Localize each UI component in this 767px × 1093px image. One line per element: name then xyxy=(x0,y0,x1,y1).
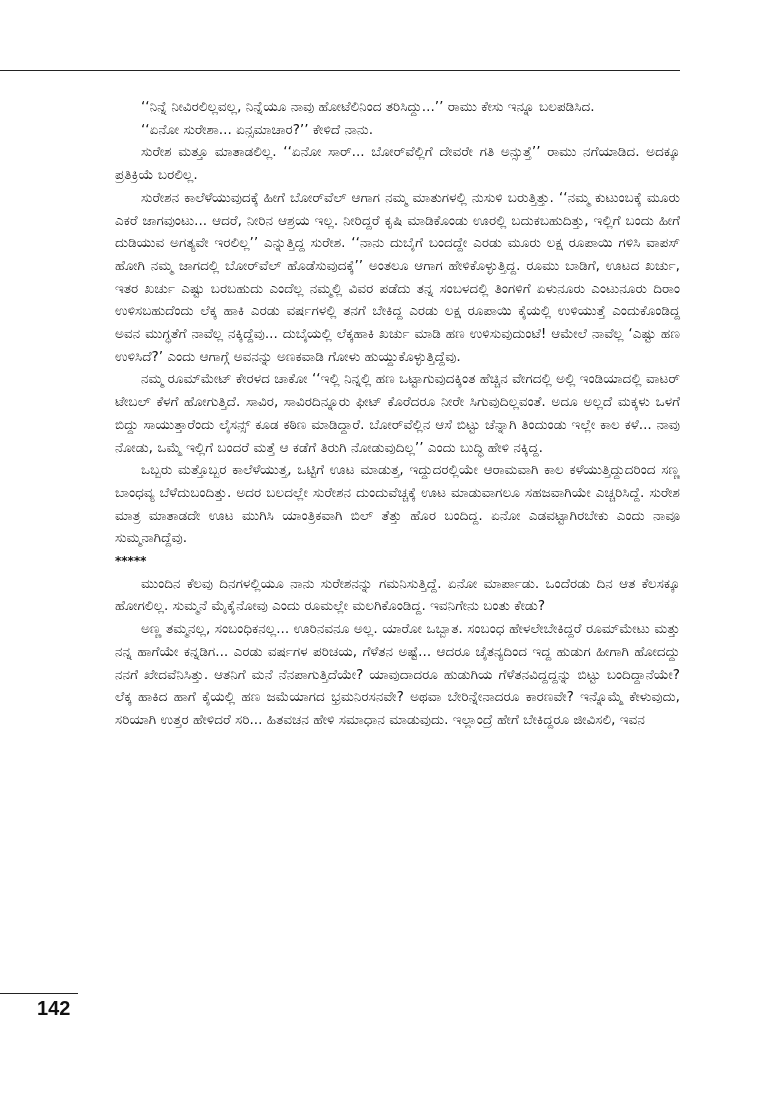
paragraph: ಸುರೇಶ ಮತ್ತೂ ಮಾತಾಡಲಿಲ್ಲ. ‘‘ಏನೋ ಸಾರ್... ಬೋರ್‌ವೆಲ್ಲಿಗೆ ದೇವರೇ ಗತಿ ಅನ್ಸುತ್ತೆ’’ ರಾಮು ನಗೆಯಾಡಿದ. ಅದಕ್ಕೂ ಪ್ರತಿಕ್ರಿಯೆ ಬರಲಿಲ್ಲ. xyxy=(115,144,680,184)
paragraph: ಒಬ್ಬರು ಮತ್ತೊಬ್ಬರ ಕಾಲೆಳೆಯುತ್ತ, ಒಟ್ಟಿಗೆ ಊಟ ಮಾಡುತ್ತ, ಇದ್ದುದರಲ್ಲಿಯೇ ಆರಾಮವಾಗಿ ಕಾಲ ಕಳೆಯುತ್ತಿದ್ದುದರಿಂದ ಸಣ್ಣ ಬಾಂಧವ್ಯ ಬೆಳೆದುಬಂದಿತ್ತು. ಅದರ ಬಲದಲ್ಲೇ ಸುರೇಶನ ದುಂದುವೆಚ್ಚಕ್ಕೆ ಊಟ ಮಾಡುವಾಗಲೂ ಸಹಜವಾಗಿಯೇ ಎಚ್ಚರಿಸಿದ್ದೆ. ಸುರೇಶ ಮಾತ್ರ ಮಾತಾಡದೇ ಊಟ ಮುಗಿಸಿ ಯಾಂತ್ರಿಕವಾಗಿ ಬಿಲ್ ತೆತ್ತು ಹೊರ ಬಂದಿದ್ದ. ಏನೋ ಎಡವಟ್ಟಾಗಿರಬೇಕು ಎಂದು ನಾವೂ ಸುಮ್ಮನಾಗಿದ್ದೆವು. xyxy=(115,462,680,547)
paragraph: ನಮ್ಮ ರೂಮ್‌ಮೇಟ್ ಕೇರಳದ ಚಾಕೋ ‘‘ಇಲ್ಲಿ ನಿನ್ನಲ್ಲಿ ಹಣ ಒಟ್ಟಾಗುವುದಕ್ಕಿಂತ ಹೆಚ್ಚಿನ ವೇಗದಲ್ಲಿ ಅಲ್ಲಿ ಇಂಡಿಯಾದಲ್ಲಿ ವಾಟರ್ ಟೇಬಲ್ ಕೆಳಗೆ ಹೋಗುತ್ತಿದೆ. ಸಾವಿರ, ಸಾವಿರದಿನ್ನೂರು ಫೀಟ್ ಕೊರೆದರೂ ನೀರೇ ಸಿಗುವುದಿಲ್ಲವಂತೆ. ಅದೂ ಅಲ್ಲದೆ ಮಕ್ಕಳು ಒಳಗೆ ಬಿದ್ದು ಸಾಯುತ್ತಾರೆಂದು ಲೈಸನ್ಸ್ ಕೂಡ ಕಠಿಣ ಮಾಡಿದ್ದಾರೆ. ಬೋರ್‌ವೆಲ್ಲಿನ ಆಸೆ ಬಿಟ್ಟು ಚೆನ್ನಾಗಿ ತಿಂದುಂಡು ಇಲ್ಲೇ ಕಾಲ ಕಳೆ... ನಾವು ನೋಡು, ಒಮ್ಮೆ ಇಲ್ಲಿಗೆ ಬಂದರೆ ಮತ್ತೆ ಆ ಕಡೆಗೆ ತಿರುಗಿ ನೋಡುವುದಿಲ್ಲ’’ ಎಂದು ಬುದ್ಧಿ ಹೇಳಿ ನಕ್ಕಿದ್ದ. xyxy=(115,371,680,456)
paragraph: ಅಣ್ಣ ತಮ್ಮನಲ್ಲ, ಸಂಬಂಧಿಕನಲ್ಲ... ಊರಿನವನೂ ಅಲ್ಲ. ಯಾರೋ ಒಬ್ಬಾತ. ಸಂಬಂಧ ಹೇಳಲೇಬೇಕಿದ್ದರೆ ರೂಮ್‌ಮೇಟು ಮತ್ತು ನನ್ನ ಹಾಗೆಯೇ ಕನ್ನಡಿಗ... ಎರಡು ವರ್ಷಗಳ ಪರಿಚಯ, ಗೆಳೆತನ ಅಷ್ಟೆ... ಆದರೂ ಚೈತನ್ಯದಿಂದ ಇದ್ದ ಹುಡುಗ ಹೀಗಾಗಿ ಹೋದದ್ದು ನನಗೆ ಖೇದವೆನಿಸಿತ್ತು. ಆತನಿಗೆ ಮನೆ ನೆನಪಾಗುತ್ತಿದೆಯೇ? ಯಾವುದಾದರೂ ಹುಡುಗಿಯ ಗೆಳೆತನವಿದ್ದದ್ದನ್ನು ಬಿಟ್ಟು ಬಂದಿದ್ದಾನೆಯೇ? ಲೆಕ್ಕ ಹಾಕಿದ ಹಾಗೆ ಕೈಯಲ್ಲಿ ಹಣ ಜಮೆಯಾಗದ ಭ್ರಮನಿರಸನವೇ? ಅಥವಾ ಬೇರಿನ್ನೇನಾದರೂ ಕಾರಣವೇ? ಇನ್ನೊಮ್ಮೆ ಕೇಳುವುದು, ಸರಿಯಾಗಿ ಉತ್ತರ ಹೇಳಿದರೆ ಸರಿ... ಹಿತವಚನ ಹೇಳಿ ಸಮಾಧಾನ ಮಾಡುವುದು. ಇಲ್ಲಾಂದ್ರೆ ಹೇಗೆ ಬೇಕಿದ್ದರೂ ಜೀವಿಸಲಿ, ಇವನ xyxy=(115,621,680,728)
section-separator: ***** xyxy=(115,554,147,569)
footer-rule xyxy=(0,993,78,994)
paragraph: ‘‘ಏನೋ ಸುರೇಶಾ... ಏನ್ಸಮಾಚಾರ?’’ ಕೇಳಿದೆ ನಾನು. xyxy=(140,121,374,138)
paragraph: ಸುರೇಶನ ಕಾಲೆಳೆಯುವುದಕ್ಕೆ ಹೀಗೆ ಬೋರ್‌ವೆಲ್ ಆಗಾಗ ನಮ್ಮ ಮಾತುಗಳಲ್ಲಿ ನುಸುಳಿ ಬರುತ್ತಿತ್ತು. ‘‘ನಮ್ಮ ಕುಟುಂಬಕ್ಕೆ ಮೂರು ಎಕರೆ ಜಾಗವುಂಟು... ಆದರೆ, ನೀರಿನ ಆಶ್ರಯ ಇಲ್ಲ. ನೀರಿದ್ದರೆ ಕೃಷಿ ಮಾಡಿಕೊಂಡು ಊರಲ್ಲಿ ಬದುಕಬಹುದಿತ್ತು, ಇಲ್ಲಿಗೆ ಬಂದು ಹೀಗೆ ದುಡಿಯುವ ಅಗತ್ಯವೇ ಇರಲಿಲ್ಲ’’ ಎನ್ನುತ್ತಿದ್ದ ಸುರೇಶ. ‘‘ನಾನು ದುಬೈಗೆ ಬಂದದ್ದೇ ಎರಡು ಮೂರು ಲಕ್ಷ ರೂಪಾಯಿ ಗಳಿಸಿ ವಾಪಸ್ ಹೋಗಿ ನಮ್ಮ ಜಾಗದಲ್ಲಿ ಬೋರ್‌ವೆಲ್ ಹೊಡೆಸುವುದಕ್ಕೆ’’ ಅಂತಲೂ ಆಗಾಗ ಹೇಳಿಕೊಳ್ಳುತ್ತಿದ್ದ. ರೂಮು ಬಾಡಿಗೆ, ಊಟದ ಖರ್ಚು, ಇತರ ಖರ್ಚು ಎಷ್ಟು ಬರಬಹುದು ಎಂದೆಲ್ಲ ನಮ್ಮಲ್ಲಿ ವಿವರ ಪಡೆದು ತನ್ನ ಸಂಬಳದಲ್ಲಿ ತಿಂಗಳಿಗೆ ಏಳುನೂರು ಎಂಟುನೂರು ದಿರಾಂ ಉಳಿಸಬಹುದೆಂದು ಲೆಕ್ಕ ಹಾಕಿ ಎರಡು ವರ್ಷಗಳಲ್ಲಿ ತನಗೆ ಬೇಕಿದ್ದ ಎರಡು ಲಕ್ಷ ರೂಪಾಯಿ ಕೈಯಲ್ಲಿ ಉಳಿಯುತ್ತೆ ಎಂದುಕೊಂಡಿದ್ದ ಅವನ ಮುಗ್ಧತೆಗೆ ನಾವೆಲ್ಲ ನಕ್ಕಿದ್ದೆವು... ದುಬೈಯಲ್ಲಿ ಲೆಕ್ಕಹಾಕಿ ಖರ್ಚು ಮಾಡಿ ಹಣ ಉಳಿಸುವುದುಂಟೆ! ಆಮೇಲೆ ನಾವೆಲ್ಲ ‘ಎಷ್ಟು ಹಣ ಉಳಿಸಿದೆ?’ ಎಂದು ಆಗಾಗ್ಗೆ ಅವನನ್ನು ಅಣಕವಾಡಿ ಗೋಳು ಹುಯ್ದುಕೊಳ್ಳುತ್ತಿದ್ದೆವು. xyxy=(115,189,680,365)
page-number: 142 xyxy=(37,998,71,1020)
header-rule xyxy=(0,70,680,71)
paragraph: ‘‘ನಿನ್ನೆ ನೀವಿರಲಿಲ್ಲವಲ್ಲ, ನಿನ್ನೆಯೂ ನಾವು ಹೋಟೆಲಿನಿಂದ ತರಿಸಿದ್ದು...’’ ರಾಮು ಕೇಸು ಇನ್ನೂ ಬಲಪಡಿಸಿದ. xyxy=(140,99,595,115)
paragraph: ಮುಂದಿನ ಕೆಲವು ದಿನಗಳಲ್ಲಿಯೂ ನಾನು ಸುರೇಶನನ್ನು ಗಮನಿಸುತ್ತಿದ್ದೆ. ಏನೋ ಮಾರ್ಪಾಡು. ಒಂದೆರಡು ದಿನ ಆತ ಕೆಲಸಕ್ಕೂ ಹೋಗಲಿಲ್ಲ. ಸುಮ್ಮನೆ ಮೈಕೈನೋವು ಎಂದು ರೂಮಲ್ಲೇ ಮಲಗಿಕೊಂಡಿದ್ದ. ಇವನಿಗೇನು ಬಂತು ಕೇಡು? xyxy=(115,575,680,615)
page-body xyxy=(115,96,680,732)
